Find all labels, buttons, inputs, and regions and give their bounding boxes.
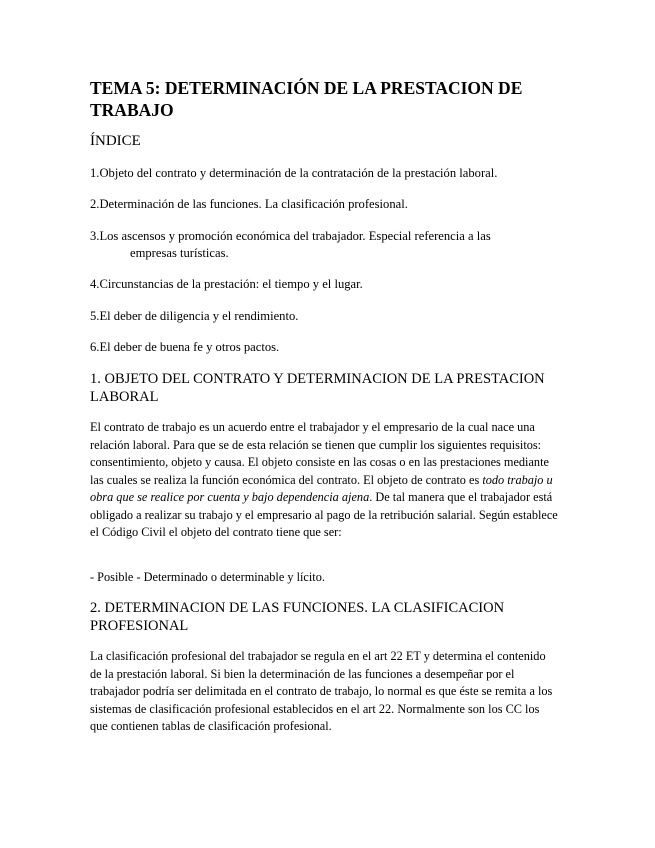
toc-item-text: 1.Objeto del contrato y determinación de la contratación de la prestación laboral. — [90, 166, 498, 180]
section-2-heading: 2. DETERMINACION DE LAS FUNCIONES. LA CLASIFICACION PROFESIONAL — [90, 600, 505, 634]
toc-item-5 — [90, 308, 570, 325]
toc-item-text: 6.El deber de buena fe y otros pactos. — [90, 340, 280, 354]
toc-item-1 — [90, 165, 570, 182]
section-1-heading: 1. OBJETO DEL CONTRATO Y DETERMINACION DE LA PRESTACION LABORAL — [90, 371, 545, 405]
toc-item-4 — [90, 276, 570, 293]
toc-item-text: 5.El deber de diligencia y el rendimiento. — [90, 309, 299, 323]
section-1-list-line: - Posible - Determinado o determinable y lícito. — [90, 570, 325, 584]
toc-item-text: 3.Los ascensos y promoción económica del trabajador. Especial referencia a las — [90, 229, 491, 243]
emphasis-text: todo trabajo u obra que se realice por cuenta y bajo dependencia ajena — [90, 472, 553, 504]
toc-item-6 — [90, 339, 570, 356]
paragraph-text: . De tal manera que el trabajador está obligado a realizar su trabajo y el empresario al pago de la retribución salarial. Según establece el Código Civil el objeto del contrato tiene que ser: — [90, 490, 558, 539]
paragraph-text: El contrato de trabajo es un acuerdo entre el trabajador y el empresario de la cual nace una relación laboral. Para que se de esta relación se tienen que cumplir los siguientes requisitos: consentimiento, objeto y causa. El objeto consiste en las cosas o en las prestaciones mediante las cuales se realiza la función económica del contrato. El objeto de contrato es — [90, 420, 549, 487]
toc-item-text: 4.Circunstancias de la prestación: el tiempo y el lugar. — [90, 277, 363, 291]
document-title: TEMA 5: DETERMINACIÓN DE LA PRESTACION DE TRABAJO — [90, 78, 523, 120]
section-2-paragraph: La clasificación profesional del trabajador se regula en el art 22 ET y determina el contenido de la prestación laboral. Si bien la determinación de las funciones a desempeñar por el trabajador podría ser delimitada en el contrato de trabajo, lo normal es que éste se remita a los sistemas de clasificación profesional establecidos en el art 22. Normalmente son los CC los que contienen tablas de clasificación profesional. — [90, 649, 553, 733]
toc-item-text: 2.Determinación de las funciones. La clasificación profesional. — [90, 197, 408, 211]
toc-item-2 — [90, 196, 570, 213]
toc-item-3 — [90, 228, 570, 262]
index-heading: ÍNDICE — [90, 133, 141, 149]
section-1-paragraph — [90, 419, 560, 542]
toc-item-continuation: empresas turísticas. — [130, 246, 229, 260]
